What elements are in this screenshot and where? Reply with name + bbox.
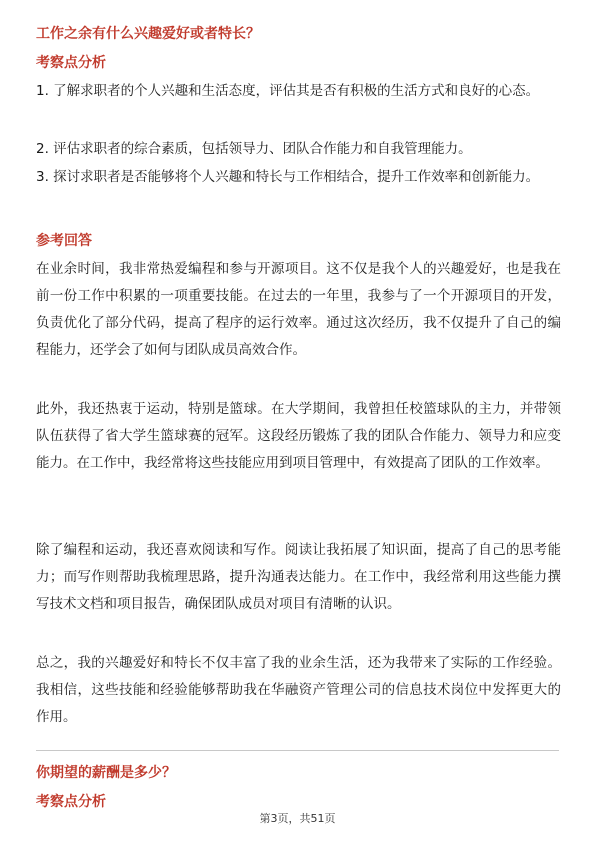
analysis-point: 1. 了解求职者的个人兴趣和生活态度，评估其是否有积极的生活方式和良好的心态。 [36, 83, 540, 99]
answer-paragraph: 此外，我还热衷于运动，特别是篮球。在大学期间，我曾担任校篮球队的主力，并带领队伍获得了省大学生篮球赛的冠军。这段经历锻炼了我的团队合作能力、领导力和应变能力。在工作中，我经常将这些技能应用到项目管理中，有效提高了团队的工作效率。 [36, 401, 561, 471]
analysis-point: 3. 探讨求职者是否能够将个人兴趣和特长与工作相结合，提升工作效率和创新能力。 [36, 169, 540, 185]
answer-paragraph: 在业余时间，我非常热爱编程和参与开源项目。这不仅是我个人的兴趣爱好，也是我在前一份工作中积累的一项重要技能。在过去的一年里，我参与了一个开源项目的开发，负责优化了部分代码，提高了程序的运行效率。通过这次经历，我不仅提升了自己的编程能力，还学会了如何与团队成员高效合作。 [36, 261, 561, 358]
analysis-heading: 考察点分析 [36, 794, 106, 810]
question-heading: 工作之余有什么兴趣爱好或者特长？ [36, 26, 260, 42]
question-heading: 你期望的薪酬是多少？ [36, 765, 176, 781]
section-divider [36, 750, 559, 751]
analysis-heading: 考察点分析 [36, 55, 106, 71]
page-number: 第3页，共51页 [259, 812, 336, 825]
analysis-point: 2. 评估求职者的综合素质，包括领导力、团队合作能力和自我管理能力。 [36, 141, 472, 157]
answer-paragraph: 除了编程和运动，我还喜欢阅读和写作。阅读让我拓展了知识面，提高了自己的思考能力；而写作则帮助我梳理思路，提升沟通表达能力。在工作中，我经常利用这些能力撰写技术文档和项目报告，确保团队成员对项目有清晰的认识。 [36, 542, 561, 612]
answer-paragraph: 总之，我的兴趣爱好和特长不仅丰富了我的业余生活，还为我带来了实际的工作经验。我相信，这些技能和经验能够帮助我在华融资产管理公司的信息技术岗位中发挥更大的作用。 [36, 655, 561, 725]
answer-heading: 参考回答 [36, 233, 92, 249]
